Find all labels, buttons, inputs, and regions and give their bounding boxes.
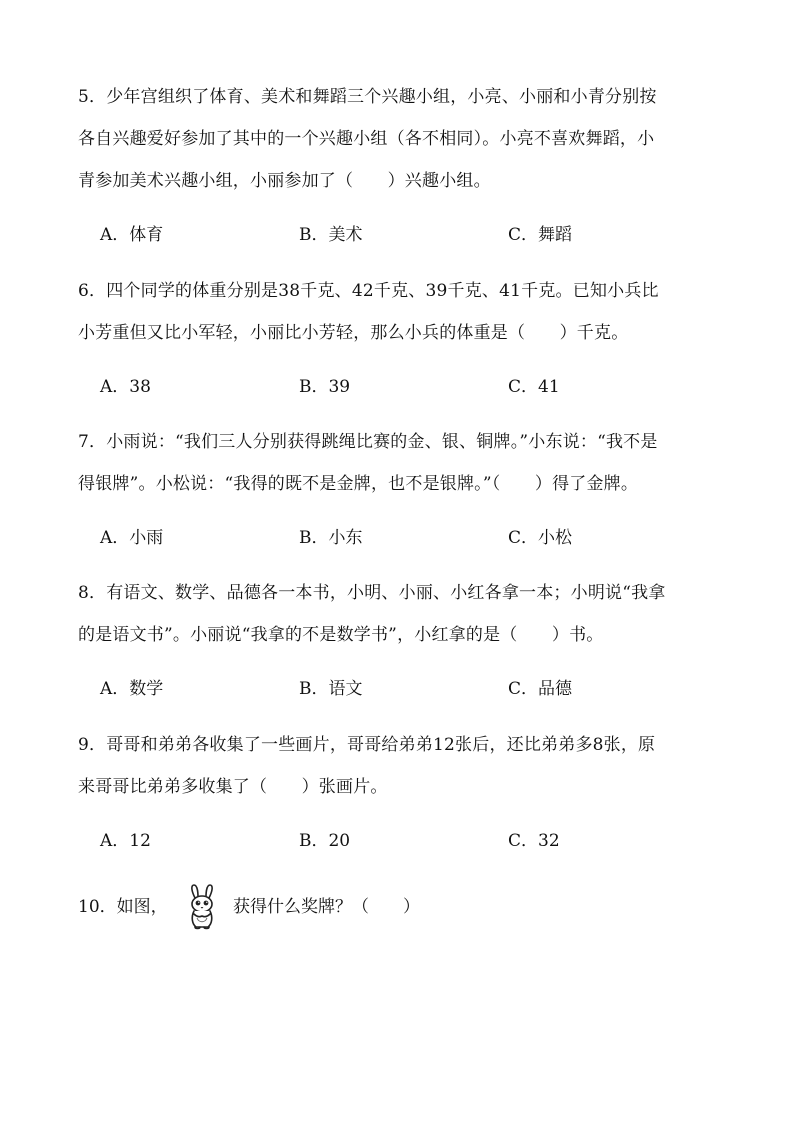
question-8-line-2: 的是语文书”。小丽说“我拿的不是数学书”，小红拿的是（ ）书。 — [78, 625, 604, 645]
question-10 — [78, 884, 678, 930]
question-6-line-1: 6．四个同学的体重分别是38千克、42千克、39千克、41千克。已知小兵比 — [78, 281, 659, 301]
question-8-options — [100, 674, 700, 704]
question-5-line-1: 5．少年宫组织了体育、美术和舞蹈三个兴趣小组，小亮、小丽和小青分别按 — [78, 87, 657, 107]
question-7 — [78, 421, 714, 505]
question-6-option-a[interactable]: A．38 — [100, 377, 151, 397]
question-7-option-a[interactable]: A．小雨 — [100, 528, 164, 548]
question-9-option-b[interactable]: B．20 — [299, 831, 351, 851]
question-7-option-c[interactable]: C．小松 — [508, 528, 573, 548]
question-5-option-b[interactable]: B．美术 — [299, 225, 363, 245]
rabbit-icon — [182, 884, 222, 930]
question-9-line-1: 9．哥哥和弟弟各收集了一些画片，哥哥给弟弟12张后，还比弟弟多8张，原 — [78, 735, 656, 755]
question-6-options — [100, 372, 700, 402]
question-7-line-1: 7．小雨说：“我们三人分别获得跳绳比赛的金、银、铜牌。”小东说：“我不是 — [78, 432, 658, 452]
question-9-line-2: 来哥哥比弟弟多收集了（ ）张画片。 — [78, 777, 388, 797]
question-9-option-c[interactable]: C．32 — [508, 831, 560, 851]
question-6-option-b[interactable]: B．39 — [299, 377, 351, 397]
question-8-option-c[interactable]: C．品德 — [508, 679, 573, 699]
question-6 — [78, 270, 714, 354]
question-8-line-1: 8．有语文、数学、品德各一本书，小明、小丽、小红各拿一本；小明说“我拿 — [78, 583, 666, 603]
question-5-options — [100, 220, 700, 250]
question-7-options — [100, 523, 700, 553]
question-5-line-3: 青参加美术兴趣小组，小丽参加了（ ）兴趣小组。 — [78, 171, 491, 191]
question-7-option-b[interactable]: B．小东 — [299, 528, 363, 548]
question-10-text: 获得什么奖牌？（ ） — [233, 897, 420, 917]
question-5 — [78, 76, 714, 202]
question-10-lead: 10．如图， — [78, 897, 168, 917]
question-8-option-a[interactable]: A．数学 — [100, 679, 164, 699]
question-5-option-a[interactable]: A．体育 — [100, 225, 164, 245]
question-5-line-2: 各自兴趣爱好参加了其中的一个兴趣小组（各不相同）。小亮不喜欢舞蹈，小 — [78, 129, 655, 149]
question-9-options — [100, 826, 700, 856]
question-7-line-2: 得银牌”。小松说：“我得的既不是金牌，也不是银牌。”（ ）得了金牌。 — [78, 474, 639, 494]
question-8-option-b[interactable]: B．语文 — [299, 679, 363, 699]
question-6-option-c[interactable]: C．41 — [508, 377, 560, 397]
question-9-option-a[interactable]: A．12 — [100, 831, 151, 851]
question-6-line-2: 小芳重但又比小军轻，小丽比小芳轻，那么小兵的体重是（ ）千克。 — [78, 323, 629, 343]
question-5-option-c[interactable]: C．舞蹈 — [508, 225, 573, 245]
question-8 — [78, 572, 714, 656]
question-9 — [78, 724, 714, 808]
